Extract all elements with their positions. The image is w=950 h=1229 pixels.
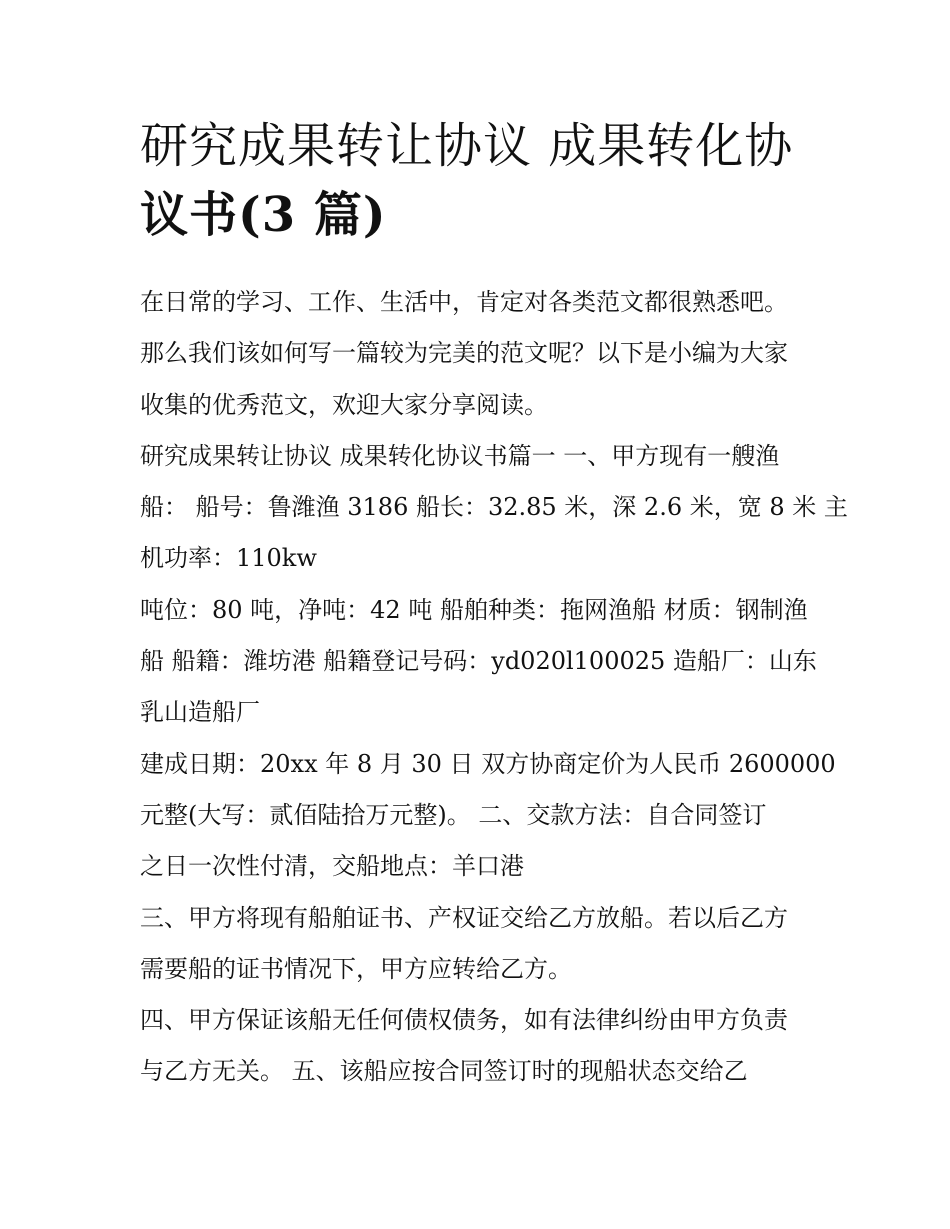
body-line: 那么我们该如何写一篇较为完美的范文呢？以下是小编为大家 (140, 339, 788, 368)
body-line: 研究成果转让协议 成果转化协议书篇一 一、甲方现有一艘渔 (140, 441, 780, 470)
document-body (140, 277, 848, 1098)
body-line: 之日一次性付清，交船地点：羊口港 (140, 852, 524, 881)
body-line: 元整(大写：贰佰陆拾万元整)。 二、交款方法：自合同签订 (140, 800, 767, 829)
page-title (140, 112, 820, 250)
body-line: 船： 船号：鲁潍渔 3186 船长：32.85 米，深 2.6 米，宽 8 米 主 (140, 493, 848, 522)
body-line: 与乙方无关。 五、该船应按合同签订时的现船状态交给乙 (140, 1057, 748, 1086)
body-line: 机功率：110kw (140, 544, 317, 573)
body-line: 需要船的证书情况下，甲方应转给乙方。 (140, 954, 572, 983)
body-line: 乳山造船厂 (140, 698, 260, 727)
body-line: 四、甲方保证该船无任何债权债务，如有法律纠纷由甲方负责 (140, 1006, 788, 1035)
title-line-2: 议书(3 篇) (140, 187, 387, 243)
body-line: 船 船籍：潍坊港 船籍登记号码：yd020l100025 造船厂：山东 (140, 647, 817, 676)
body-line: 在日常的学习、工作、生活中，肯定对各类范文都很熟悉吧。 (140, 288, 788, 316)
title-line-1: 研究成果转让协议 成果转化协 (140, 118, 794, 174)
body-line: 收集的优秀范文，欢迎大家分享阅读。 (140, 390, 548, 419)
body-line: 三、甲方将现有船舶证书、产权证交给乙方放船。若以后乙方 (140, 903, 788, 932)
body-line: 吨位：80 吨，净吨：42 吨 船舶种类：拖网渔船 材质：钢制渔 (140, 595, 808, 624)
body-line: 建成日期：20xx 年 8 月 30 日 双方协商定价为人民币 2600000 (140, 749, 836, 778)
